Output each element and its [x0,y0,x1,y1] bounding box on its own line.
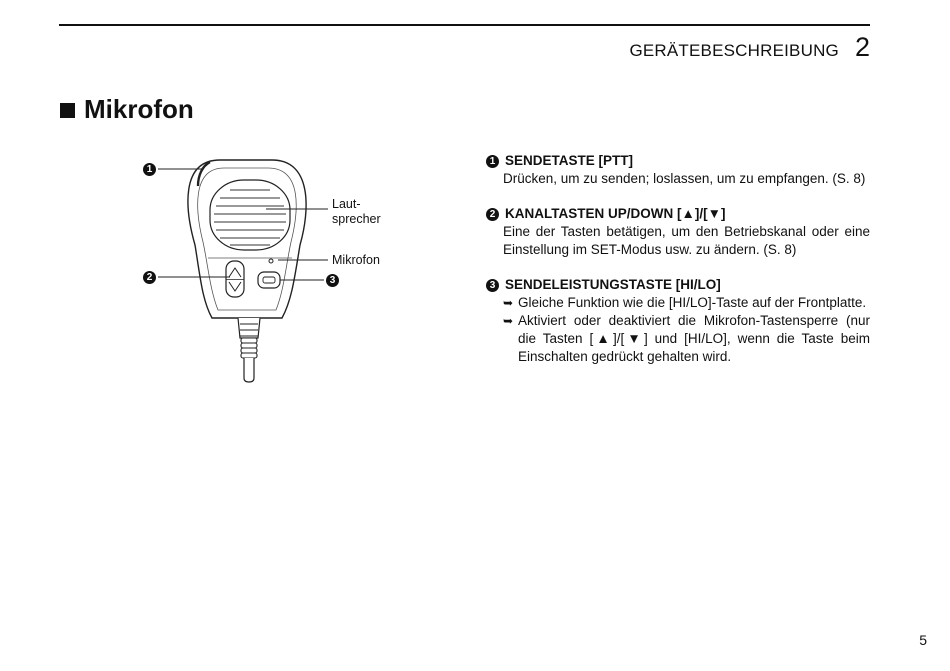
item-heading: 1 SENDETASTE [PTT] [486,152,870,170]
microphone-drawing [140,150,400,390]
bullet-item: ➥ Gleiche Funktion wie die [HI/LO]-Taste auf der Frontplatte. [503,295,867,310]
hilo-key [258,272,280,288]
item-body: Drücken, um zu senden; loslassen, um zu empfangen. (S. 8) [503,171,866,186]
list-item [486,205,870,259]
callout-2: 2 [143,271,156,284]
list-item [486,152,870,188]
list-item [486,276,870,366]
callout-1: 1 [143,163,156,176]
page-header [629,32,870,63]
right-arrow-icon: ➥ [503,296,514,310]
right-arrow-icon: ➥ [503,314,514,328]
microphone-figure [140,150,400,390]
section-title-text: Mikrofon [84,94,194,124]
microphone-label: Mikrofon [332,253,380,267]
mic-cable [244,358,254,382]
description-list [486,152,870,383]
chapter-number: 2 [854,32,870,62]
chapter-title: GERÄTEBESCHREIBUNG [629,41,839,60]
top-rule [59,24,870,26]
square-bullet-icon [60,103,75,118]
callout-3: 3 [326,274,339,287]
page-number: 5 [919,632,927,648]
number-badge: 1 [486,155,499,168]
item-body: Eine der Tasten betätigen, um den Betriebskanal oder eine Einstellung im SET-Modus usw. zu ändern. (S. 8) [503,224,870,257]
number-badge: 2 [486,208,499,221]
bullet-item: ➥ Aktiviert oder deaktiviert die Mikrofon-Tastensperre (nur die Tasten [▲]/[▼] und [HI/LO], wenn die Taste beim Einschalten gedrückt gehalten wird. [503,313,870,364]
item-heading: 3 SENDELEISTUNGSTASTE [HI/LO] [486,276,870,294]
section-title [60,94,194,125]
number-badge: 3 [486,279,499,292]
item-heading: 2 KANALTASTEN UP/DOWN [▲]/[▼] [486,205,870,223]
speaker-label: Laut- sprecher [332,197,381,226]
